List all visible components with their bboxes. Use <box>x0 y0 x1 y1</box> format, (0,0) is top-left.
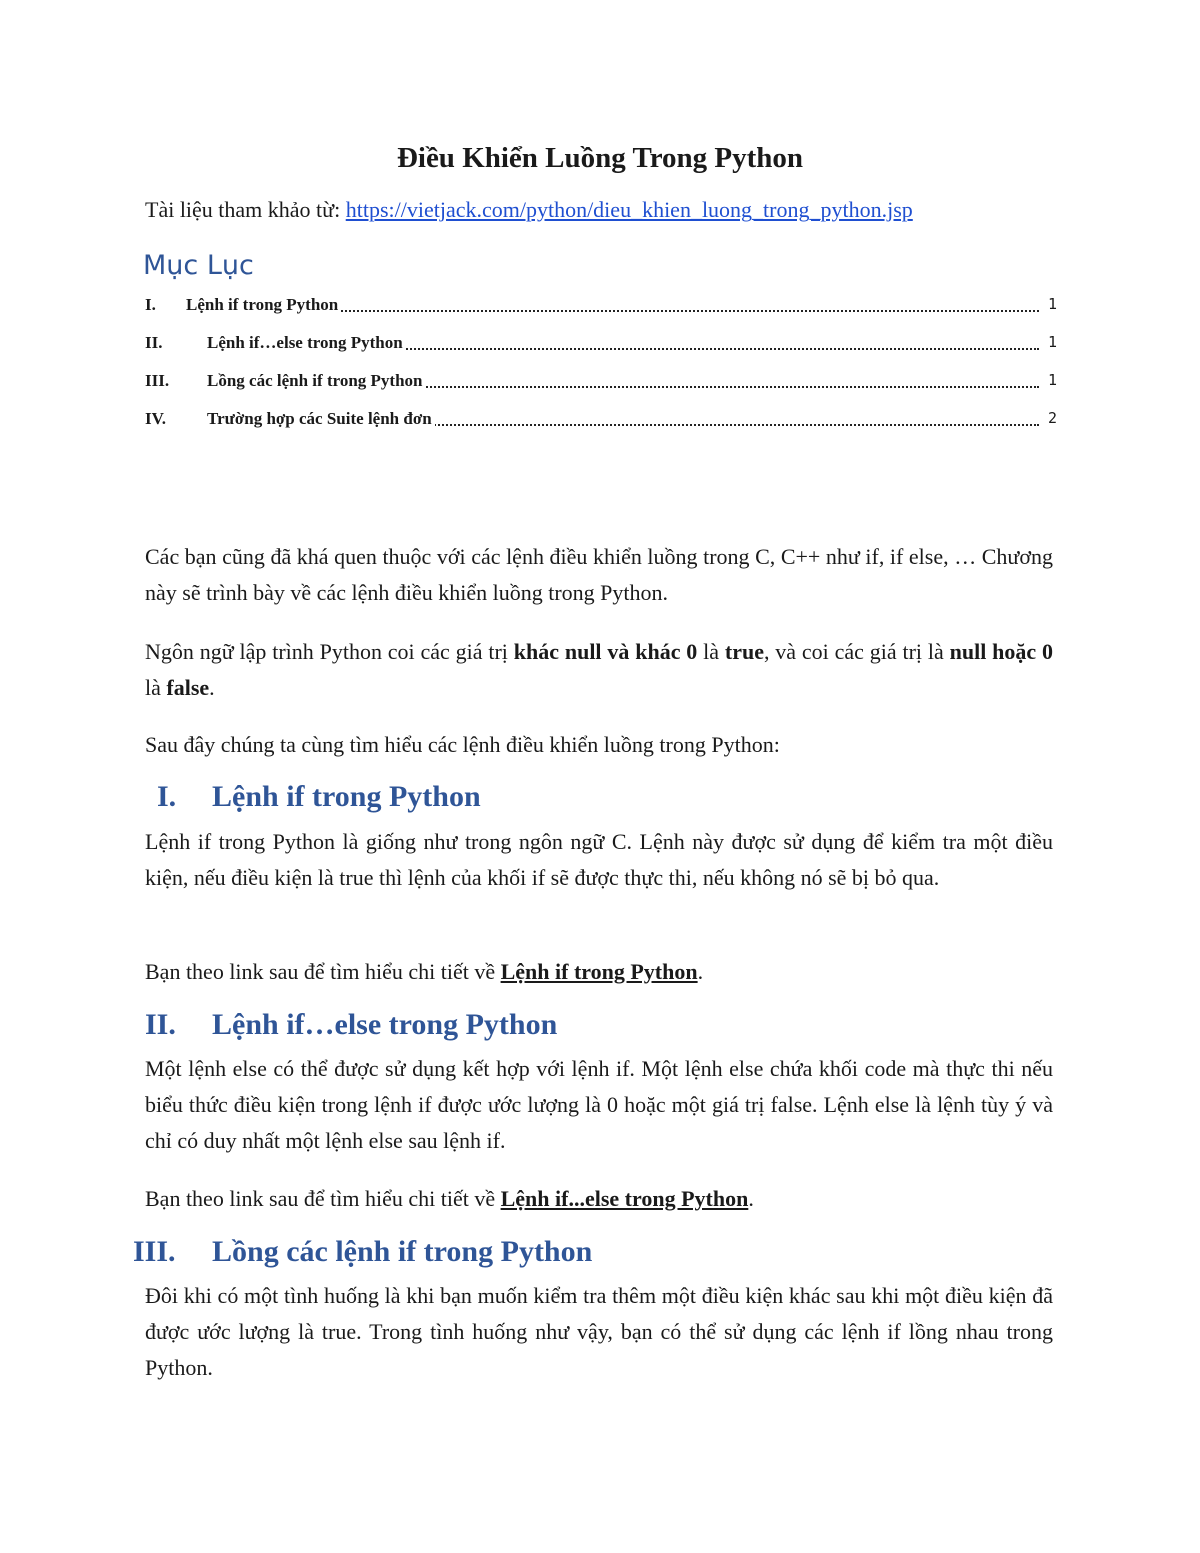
text-run: , và coi các giá trị là <box>763 639 950 664</box>
text-run: . <box>748 1186 754 1211</box>
intro-paragraph-3: Sau đây chúng ta cùng tìm hiểu các lệnh điều khiển luồng trong Python: <box>145 732 780 757</box>
section-title: Lệnh if…else trong Python <box>212 1008 558 1041</box>
bold-run: null hoặc 0 <box>949 639 1053 664</box>
section-link-paragraph <box>145 954 1053 990</box>
toc-entry-page: 1 <box>1047 295 1057 313</box>
text-run: là <box>697 639 725 664</box>
toc-entry[interactable] <box>145 295 1057 321</box>
toc-entry[interactable] <box>145 333 1057 359</box>
text-run: . <box>697 959 704 984</box>
section-heading <box>0 1235 900 1275</box>
toc-entry-number: III. <box>145 371 170 390</box>
reference-link[interactable]: https://vietjack.com/python/dieu_khien_luong_trong_python.jsp <box>345 197 913 222</box>
toc-entry-page: 2 <box>1047 409 1057 427</box>
reference-prefix: Tài liệu tham khảo từ: <box>145 197 346 222</box>
text-run: Ngôn ngữ lập trình Python coi các giá trị <box>145 639 514 664</box>
toc-entry-number: I. <box>145 295 156 314</box>
toc-entry-number: IV. <box>145 409 166 428</box>
toc-entry-label: Lồng các lệnh if trong Python <box>207 371 426 391</box>
toc-entry[interactable] <box>145 409 1057 435</box>
section-body: Một lệnh else có thể được sử dụng kết hợp với lệnh if. Một lệnh else chứa khối code mà thực thi nếu biểu thức điều kiện trong lệnh if được ước lượng là 0 hoặc một giá trị false. Lệnh else là lệnh tùy ý và chỉ có duy nhất một lệnh else sau lệnh if. <box>145 1056 1053 1153</box>
section-number: III. <box>133 1235 176 1268</box>
section-body: Lệnh if trong Python là giống như trong ngôn ngữ C. Lệnh này được sử dụng để kiểm tra một điều kiện, nếu điều kiện là true thì lệnh của khối if sẽ được thực thi, nếu không nó sẽ bị bỏ qua. <box>145 829 1053 890</box>
toc-entry[interactable] <box>145 371 1057 397</box>
bold-run: khác null và khác 0 <box>513 639 698 664</box>
intro-paragraph-1: Các bạn cũng đã khá quen thuộc với các lệnh điều khiển luồng trong C, C++ như if, if else, … Chương này sẽ trình bày về các lệnh điều khiển luồng trong Python. <box>145 544 1053 605</box>
intro-paragraph-2 <box>145 634 1053 706</box>
toc-entry-label: Lệnh if trong Python <box>186 295 341 315</box>
toc-entry-label: Trường hợp các Suite lệnh đơn <box>207 409 435 429</box>
toc-entry-number: II. <box>145 333 163 352</box>
document-title: Điều Khiển Luồng Trong Python <box>396 142 804 174</box>
text-run: Bạn theo link sau để tìm hiểu chi tiết về <box>145 959 501 984</box>
section-number: I. <box>157 780 177 813</box>
bold-run: true <box>724 639 764 664</box>
section-link[interactable]: Lệnh if...else trong Python <box>500 1186 749 1211</box>
section-heading <box>0 1008 900 1048</box>
section-link[interactable]: Lệnh if trong Python <box>500 959 698 984</box>
toc-entry-page: 1 <box>1047 371 1057 389</box>
section-link-paragraph <box>145 1181 1053 1217</box>
toc-entry-label: Lệnh if…else trong Python <box>207 333 406 353</box>
section-title: Lệnh if trong Python <box>212 780 481 813</box>
section-title: Lồng các lệnh if trong Python <box>212 1235 593 1268</box>
toc-heading: Mục Lục <box>143 250 254 281</box>
bold-run: false <box>166 675 210 700</box>
text-run: . <box>209 675 215 700</box>
reference-line <box>145 197 913 223</box>
section-number: II. <box>145 1008 176 1041</box>
text-run: là <box>145 675 167 700</box>
section-body: Đôi khi có một tình huống là khi bạn muốn kiểm tra thêm một điều kiện khác sau khi một điều kiện đã được ước lượng là true. Trong tình huống như vậy, bạn có thể sử dụng các lệnh if lồng nhau trong Python. <box>145 1283 1053 1380</box>
section-heading <box>0 780 900 820</box>
text-run: Bạn theo link sau để tìm hiểu chi tiết về <box>145 1186 501 1211</box>
toc-entry-page: 1 <box>1047 333 1057 351</box>
